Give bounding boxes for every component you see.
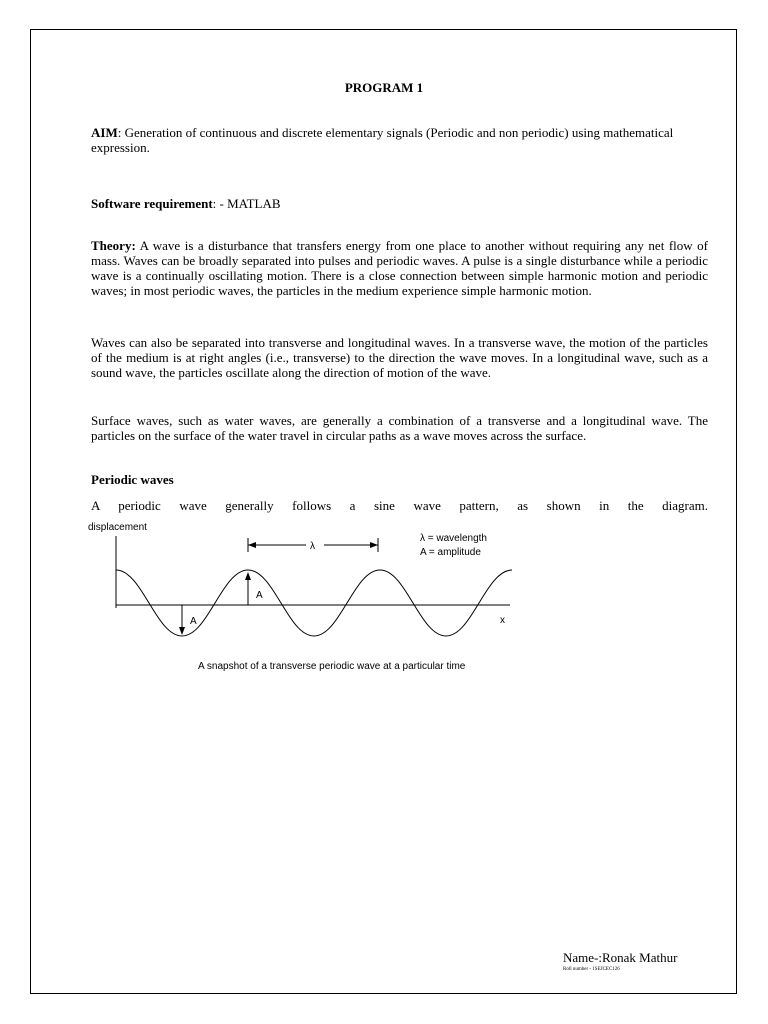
roll-number: Roll number - 1SEJCEC126 — [563, 967, 620, 972]
diagram-caption: A snapshot of a transverse periodic wave at a particular time — [198, 661, 466, 672]
wave-diagram — [88, 518, 528, 678]
author-name: Name-:Ronak Mathur — [563, 950, 678, 965]
aim-paragraph — [91, 125, 708, 155]
paragraph-transverse-longitudinal: Waves can also be separated into transverse and longitudinal waves. In a transverse wave, the motion of the particles of the medium is at right angles (i.e., transverse) to the direction the wave moves. In a longitudinal wave, such as a sound wave, the particles oscillate along the direction of motion of the wave. — [91, 335, 708, 380]
software-text: : - MATLAB — [212, 196, 281, 211]
aim-label: AIM — [91, 125, 118, 140]
legend-amplitude: A = amplitude — [420, 547, 481, 558]
periodic-waves-text: A periodic wave generally follows a sine wave pattern, as shown in the diagram. — [91, 498, 708, 513]
wavelength-arrow-right — [370, 542, 378, 548]
x-axis-label: x — [500, 615, 505, 626]
periodic-waves-heading: Periodic waves — [91, 472, 174, 487]
theory-label: Theory: — [91, 238, 136, 253]
y-axis-label: displacement — [88, 522, 147, 533]
paragraph-surface-waves: Surface waves, such as water waves, are generally a combination of a transverse and a longitudinal wave. The particles on the surface of the water travel in circular paths as a wave moves across the surface. — [91, 413, 708, 443]
page-title: PROGRAM 1 — [344, 80, 424, 95]
amplitude-label-trough: A — [190, 616, 197, 627]
amplitude-label-crest: A — [256, 590, 263, 601]
software-requirement — [91, 196, 708, 211]
wavelength-arrow-left — [248, 542, 256, 548]
legend-wavelength: λ = wavelength — [420, 533, 487, 544]
amplitude-arrowhead-down — [179, 627, 185, 635]
theory-text: A wave is a disturbance that transfers energy from one place to another without requiring any net flow of mass. Waves can be broadly separated into pulses and periodic waves. A pulse is a single disturbance while a periodic wave is a continually oscillating motion. There is a close connection between simple harmonic motion and periodic waves; in most periodic waves, the particles in the medium experience simple harmonic motion. — [91, 238, 708, 298]
amplitude-arrowhead-up — [245, 572, 251, 580]
lambda-symbol: λ — [310, 541, 315, 552]
sine-wave — [116, 570, 512, 636]
theory-paragraph — [91, 238, 708, 298]
software-label: Software requirement — [91, 196, 213, 211]
aim-text: : Generation of continuous and discrete elementary signals (Periodic and non periodic) using mathematical expression. — [91, 125, 674, 155]
